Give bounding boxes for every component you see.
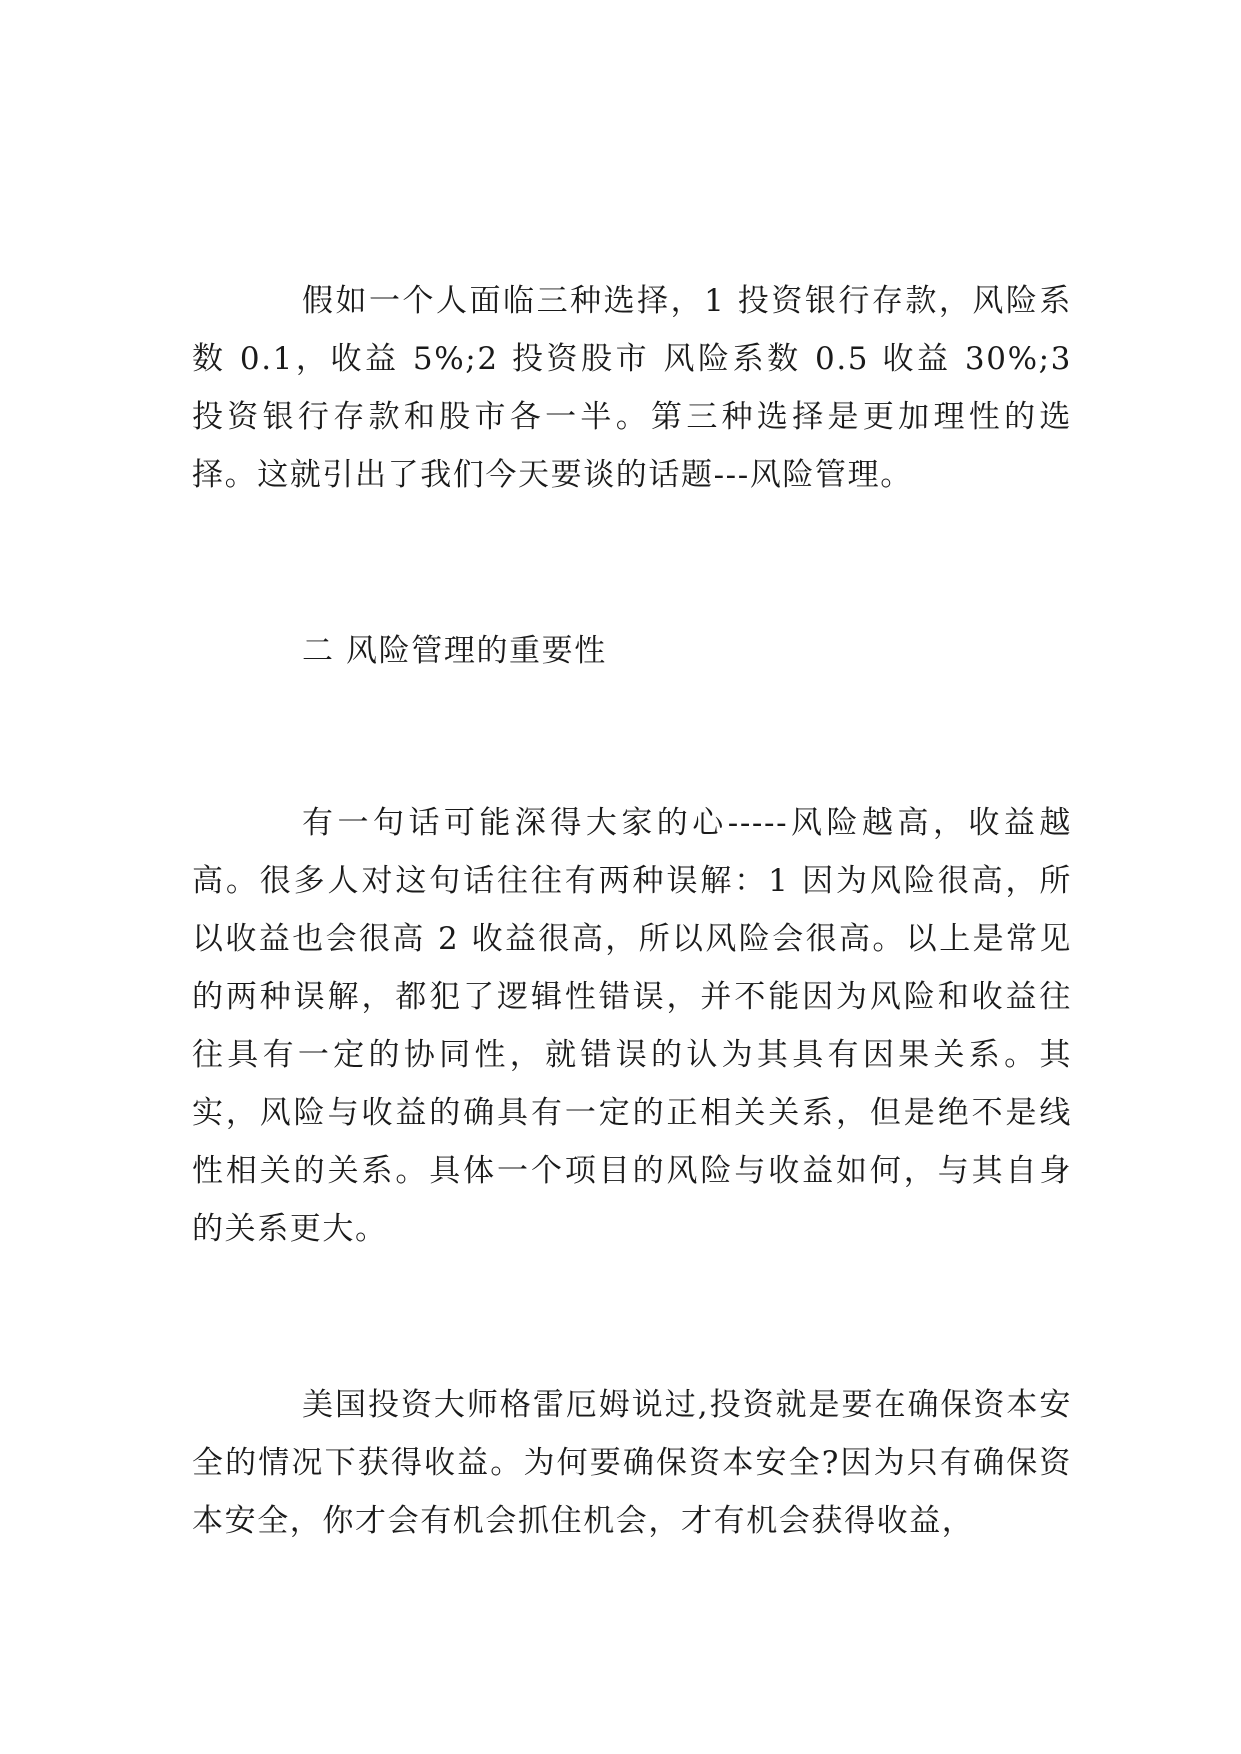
section-heading: 二 风险管理的重要性 xyxy=(302,633,607,669)
body-paragraph-capital-safety: 美国投资大师格雷厄姆说过,投资就是要在确保资本安全的情况下获得收益。为何要确保资本安全?因为只有确保资本安全，你才会有机会抓住机会，才有机会获得收益， xyxy=(192,1387,1072,1539)
body-paragraph-investment-choices: 假如一个人面临三种选择，1 投资银行存款，风险系数 0.1，收益 5%;2 投资股市 风险系数 0.5 收益 30%;3 投资银行存款和股市各一半。第三种选择是更加理性的选择。这就引出了我们今天要谈的话题---风险管理。 xyxy=(192,283,1072,493)
body-paragraph-risk-return: 有一句话可能深得大家的心-----风险越高，收益越高。很多人对这句话往往有两种误解：1 因为风险很高，所以收益也会很高 2 收益很高，所以风险会很高。以上是常见的两种误解，都犯了逻辑性错误，并不能因为风险和收益往往具有一定的协同性，就错误的认为其具有因果关系。其实，风险与收益的确具有一定的正相关关系，但是绝不是线性相关的关系。具体一个项目的风险与收益如何，与其自身的关系更大。 xyxy=(192,805,1072,1247)
